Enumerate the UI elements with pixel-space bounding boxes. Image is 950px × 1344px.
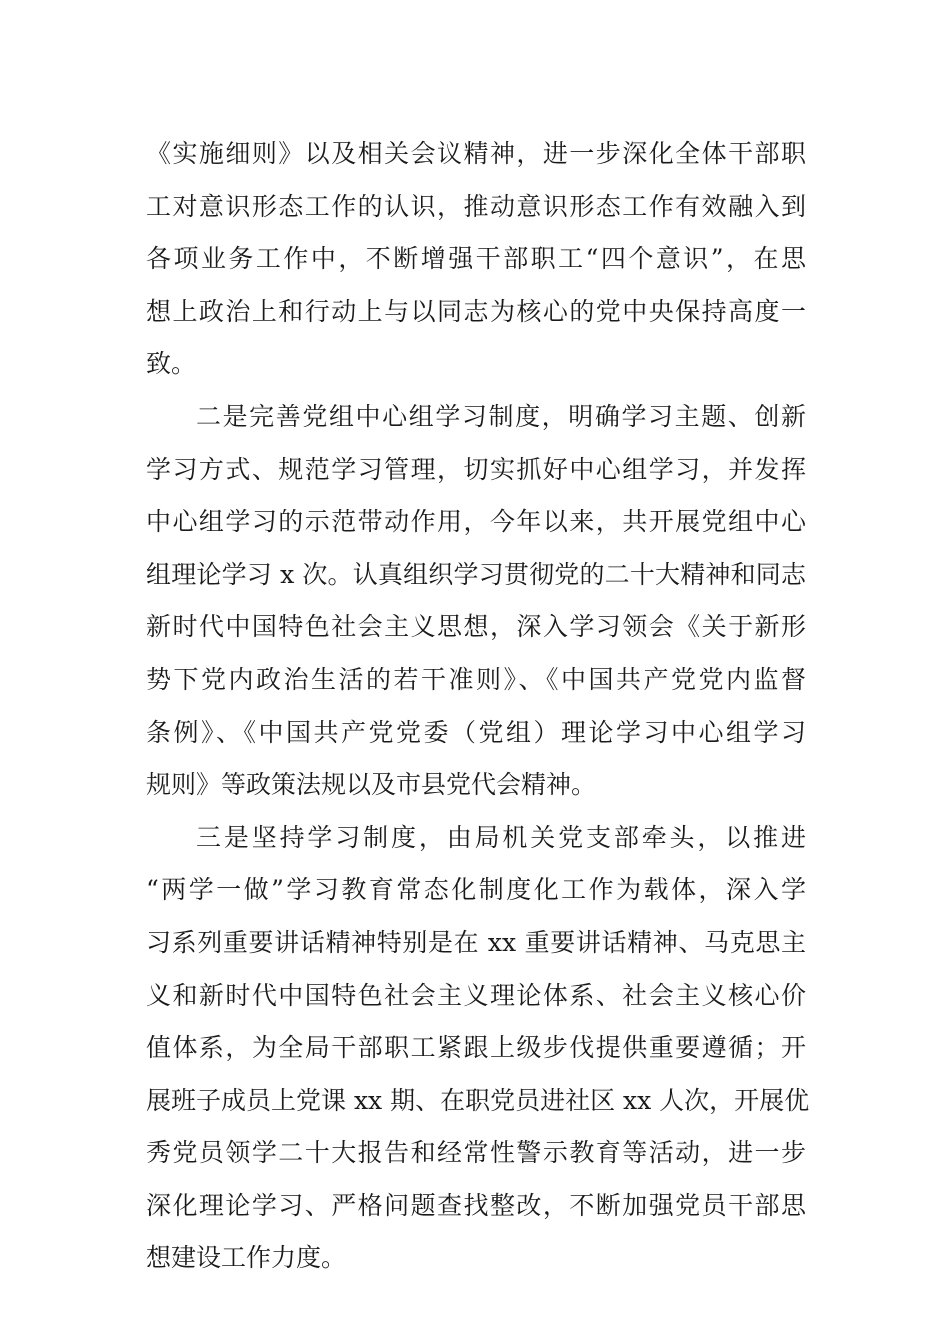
document-body: [146, 128, 810, 1285]
paragraph-2: [146, 391, 806, 812]
paragraph-3: [146, 812, 810, 1285]
paragraph-1: [146, 128, 806, 391]
text-line: 条例》、《中国共产党党委（党组）理论学习中心组学习: [146, 717, 806, 747]
text-line: 中心组学习的示范带动作用，今年以来，共开展党组中心: [146, 507, 806, 537]
text-line: 值体系，为全局干部职工紧跟上级步伐提供重要遵循；开: [146, 1033, 806, 1063]
text-line: 势下党内政治生活的若干准则》、《中国共产党党内监督: [146, 664, 806, 694]
text-line: 秀党员领学二十大报告和经常性警示教育等活动，进一步: [146, 1138, 806, 1168]
text-line: 规则》等政策法规以及市县党代会精神。: [146, 770, 597, 800]
text-line: 二是完善党组中心组学习制度，明确学习主题、创新: [196, 401, 806, 431]
text-line: 想建设工作力度。: [146, 1243, 347, 1273]
text-line: 致。: [146, 349, 197, 379]
text-line: 习系列重要讲话精神特别是在 xx 重要讲话精神、马克思主: [146, 927, 806, 957]
text-line: 学习方式、规范学习管理，切实抓好中心组学习，并发挥: [146, 454, 806, 484]
text-line: 深化理论学习、严格问题查找整改，不断加强党员干部思: [146, 1190, 806, 1220]
text-line: 想上政治上和行动上与以同志为核心的党中央保持高度一: [146, 296, 806, 326]
text-line: 工对意识形态工作的认识，推动意识形态工作有效融入到: [146, 191, 806, 221]
text-line: 组理论学习 x 次。认真组织学习贯彻党的二十大精神和同志: [146, 559, 806, 589]
text-line: 各项业务工作中，不断增强干部职工“四个意识”，在思: [146, 244, 806, 274]
text-line: “两学一做”学习教育常态化制度化工作为载体，深入学: [146, 875, 806, 905]
text-line: 义和新时代中国特色社会主义理论体系、社会主义核心价: [146, 980, 806, 1010]
text-line: 《实施细则》以及相关会议精神，进一步深化全体干部职: [146, 139, 806, 168]
text-line: 三是坚持学习制度，由局机关党支部牵头，以推进: [196, 822, 806, 852]
text-line: 新时代中国特色社会主义思想，深入学习领会《关于新形: [146, 612, 806, 642]
text-line: 展班子成员上党课 xx 期、在职党员进社区 xx 人次，开展优: [146, 1085, 810, 1115]
